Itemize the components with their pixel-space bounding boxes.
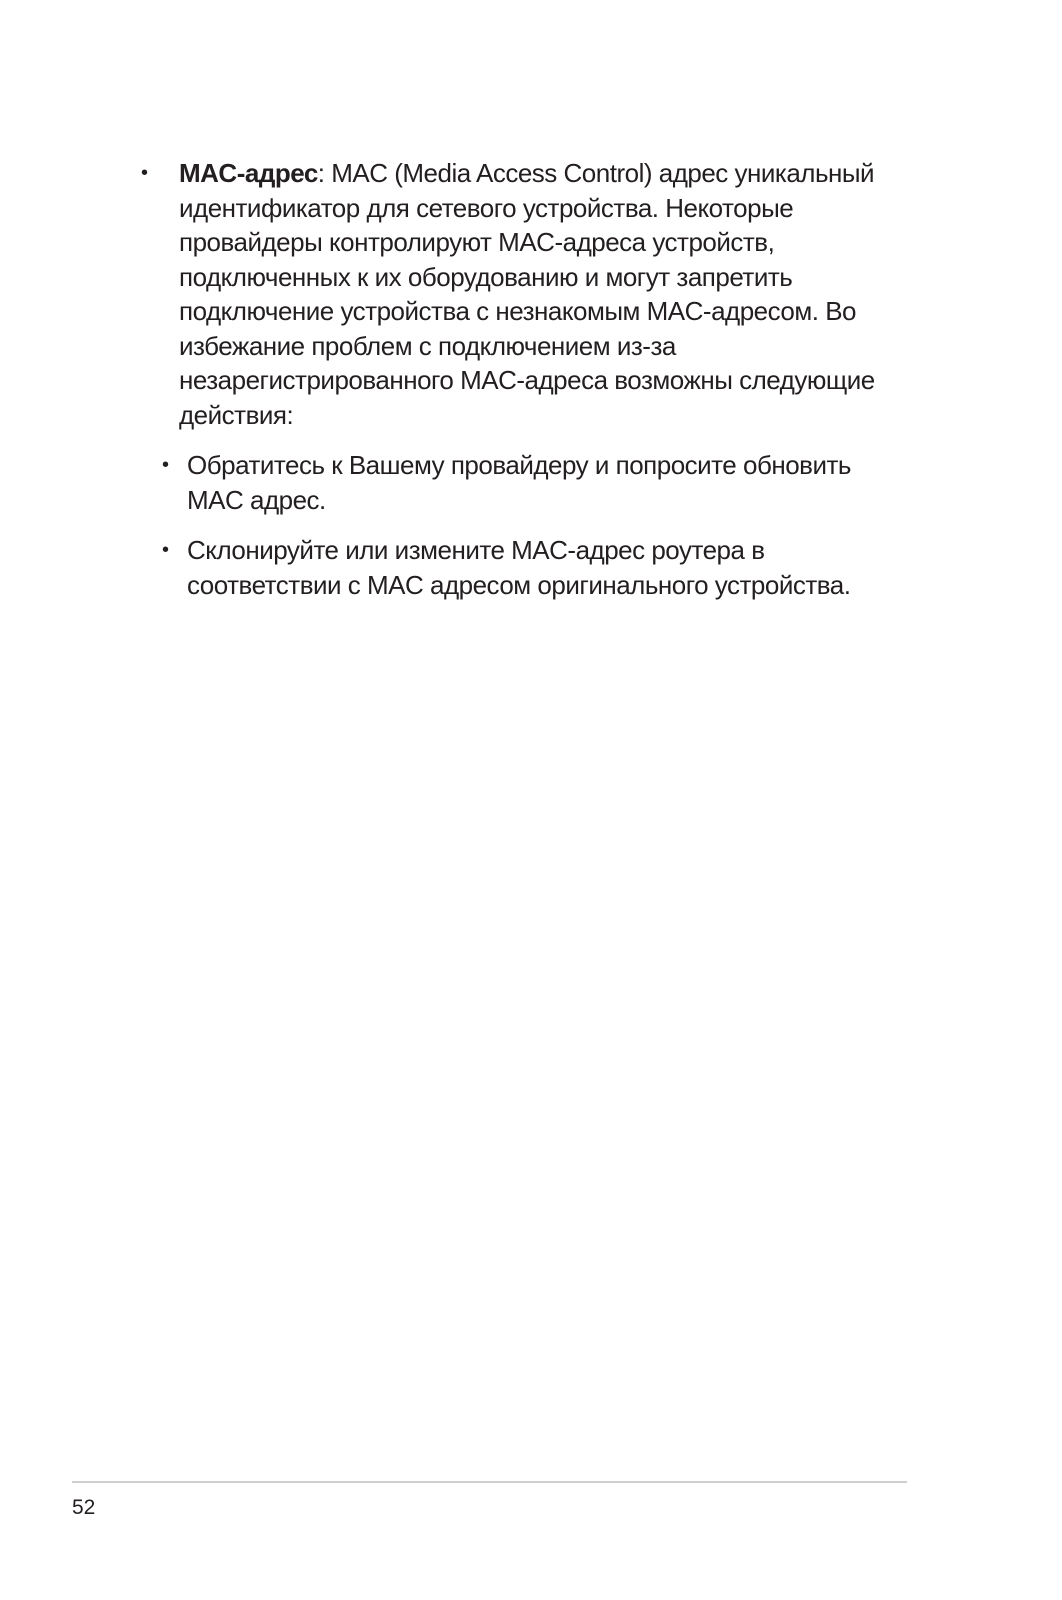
sub-item-text: Склонируйте или измените MAC-адрес роутера в соответствии с MAC адресом оригинального устройства. [187,535,851,600]
footer-divider [72,1481,907,1483]
sub-bullet: • [162,539,169,561]
sub-list-item-contact-provider [0,448,887,517]
mac-address-term: MAC-адрес [179,158,318,188]
mac-address-description: : MAC (Media Access Control) адрес уникальный идентификатор для сетевого устройства. Некоторые провайдеры контролируют MAC-адреса устройств, подключенных к их оборудованию и могут запретить подключение устройства с незнакомым MAC-адресом. Во избежание проблем с подключением из-за незарегистрированного MAC-адреса возможны следующие действия: [179,158,875,430]
bullet: • [141,162,148,184]
sub-bullet: • [162,454,169,476]
sub-list-item-clone-mac [0,533,887,602]
sub-item-text: Обратитесь к Вашему провайдеру и попросите обновить MAC адрес. [187,450,851,515]
page-number: 52 [72,1496,96,1519]
page-content [0,156,1062,602]
mac-address-list-item [0,156,914,432]
